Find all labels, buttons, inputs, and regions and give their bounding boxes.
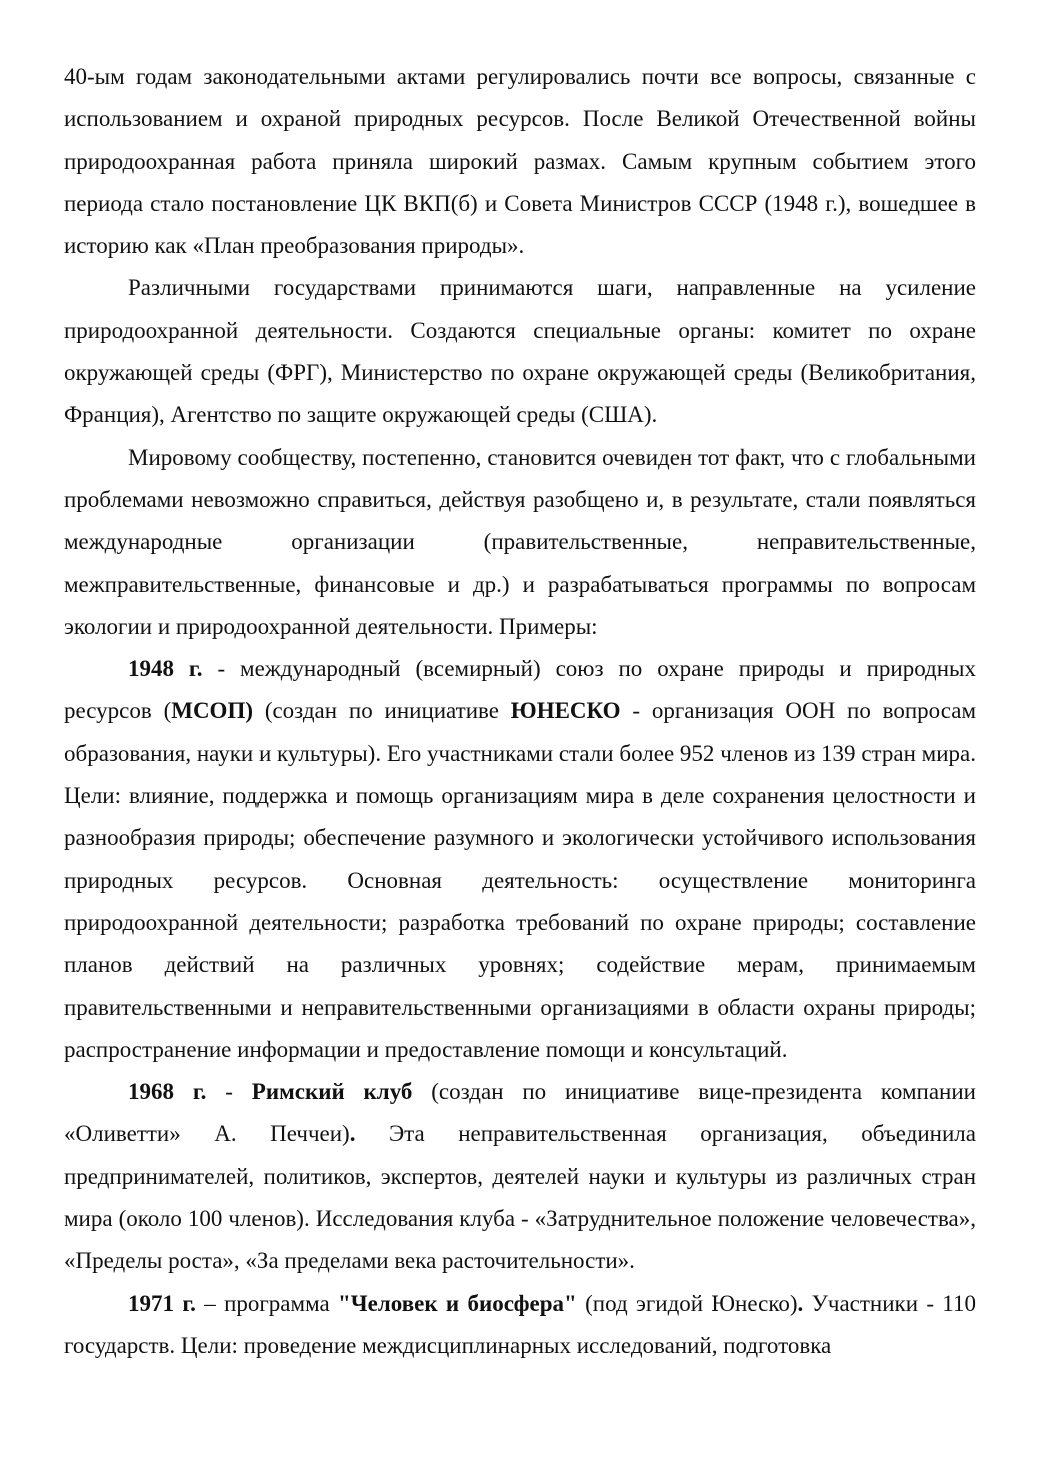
paragraph-text: - организация ООН по вопросам образования, науки и культуры). Его участниками стали более 952 членов из 139 стран мира. Цели: влияние, поддержка и помощь организациям мира в деле сохранения целостности и разнообразия природы; обеспечение разумного и экологически устойчивого использования природных ресурсов. Основная деятельность: осуществление мониторинга природоохранной деятельности; разработка требований по охране природы; составление планов действий на различных уровнях; содействие мерам, принимаемым правительственными и неправительственными организациями в области охраны природы; распространение информации и предоставление помощи и консультаций. — [64, 698, 977, 1062]
paragraph-international-orgs — [64, 437, 976, 648]
year-label: 1971 г. — [128, 1290, 196, 1316]
org-name-iucn: МСОП) — [171, 698, 253, 724]
year-label: 1948 г. — [128, 656, 203, 682]
org-name-unesco: ЮНЕСКО — [510, 698, 621, 724]
paragraph-state-measures — [64, 267, 976, 436]
paragraph-text: - — [206, 1079, 252, 1105]
paragraph-text: Мировому сообществу, постепенно, становится очевиден тот факт, что с глобальными проблемами невозможно справиться, действуя разобщено и, в результате, стали появляться международные организации (правительственные, неправительственные, межправительственные, финансовые и др.) и разрабатываться программы по вопросам экологии и природоохранной деятельности. Примеры: — [64, 444, 976, 639]
org-name-club-of-rome: Римский клуб — [251, 1079, 413, 1105]
paragraph-text: (создан по инициативе — [253, 698, 511, 724]
year-label: 1968 г. — [128, 1079, 207, 1105]
paragraph-text: Участники - 110 государств. Цели: проведение междисциплинарных исследований, подготовка — [64, 1290, 976, 1358]
paragraph-history-1940s — [64, 56, 976, 267]
paragraph-club-of-rome-1968 — [64, 1071, 976, 1282]
paragraph-iucn-1948 — [64, 648, 976, 1071]
bold-period: . — [349, 1121, 356, 1147]
paragraph-mab-1971 — [64, 1283, 976, 1368]
paragraph-text: Различными государствами принимаются шаги, направленные на усиление природоохранной деятельности. Создаются специальные органы: комитет по охране окружающей среды (ФРГ), Министерство по охране окружающей среды (Великобритания, Франция), Агентство по защите окружающей среды (США). — [64, 275, 976, 428]
document-page — [64, 56, 976, 1367]
paragraph-text: Эта неправительственная организация, объединила предпринимателей, политиков, экспертов, деятелей науки и культуры из различных стран мира (около 100 членов). Исследования клуба - «Затруднительное положение человечества», «Пределы роста», «За пределами века расточительности». — [64, 1121, 976, 1274]
paragraph-text: (создан по инициативе вице-президента компании «Оливетти» А. Печчеи) — [64, 1079, 976, 1147]
program-name-mab: "Человек и биосфера" — [338, 1290, 577, 1316]
paragraph-text: - международный (всемирный) союз по охране природы и природных ресурсов ( — [64, 656, 976, 724]
paragraph-text: 40-ым годам законодательными актами регулировались почти все вопросы, связанные с использованием и охраной природных ресурсов. После Великой Отечественной войны природоохранная работа приняла широкий размах. Самым крупным событием этого периода стало постановление ЦК ВКП(б) и Совета Министров СССР (1948 г.), вошедшее в историю как «План преобразования природы». — [64, 64, 976, 259]
paragraph-text: – программа — [195, 1290, 338, 1316]
paragraph-text: (под эгидой Юнеско) — [576, 1290, 798, 1316]
bold-period: . — [797, 1290, 804, 1316]
